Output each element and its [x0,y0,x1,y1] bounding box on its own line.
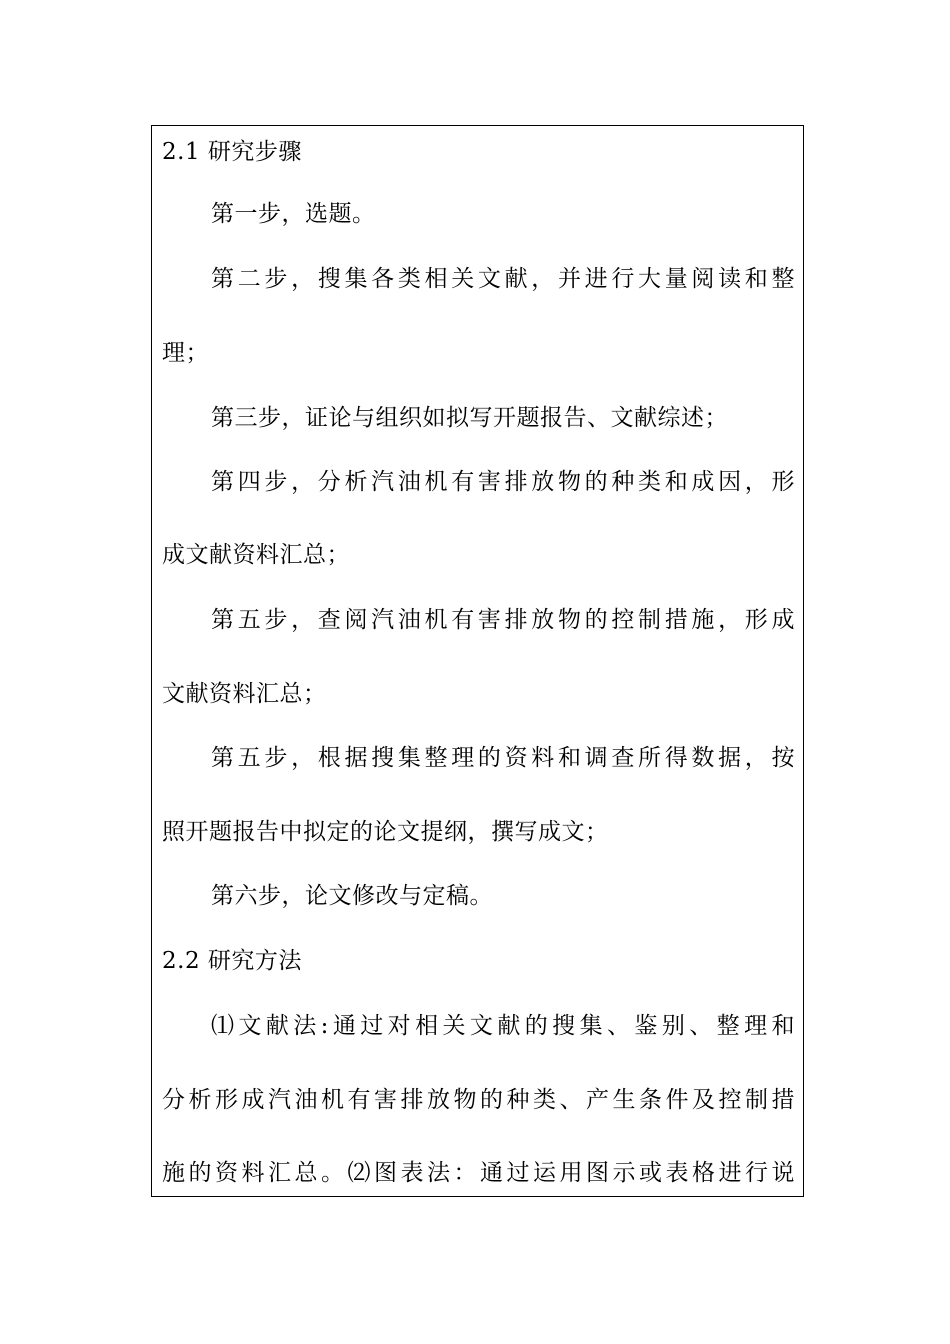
text-line: 理； [162,340,209,366]
text-line: 分析形成汽油机有害排放物的种类、产生条件及控制措 [162,1087,795,1113]
text-line: 照开题报告中拟定的论文提纲，撰写成文； [162,819,609,845]
text-line: 第二步，搜集各类相关文献，并进行大量阅读和整 [211,266,795,292]
section-heading-2-1: 2.1 研究步骤 [162,139,302,165]
document-frame [151,125,804,1197]
text-line: 第五步，查阅汽油机有害排放物的控制措施，形成 [211,607,795,633]
section-heading-2-2: 2.2 研究方法 [162,948,302,974]
text-line: 文献资料汇总； [162,681,327,707]
text-line: 成文献资料汇总； [162,542,350,568]
text-line: 第三步，证论与组织如拟写开题报告、文献综述； [211,405,728,431]
text-line: 第四步，分析汽油机有害排放物的种类和成因，形 [211,469,795,495]
text-line: 第六步，论文修改与定稿。 [211,883,493,909]
text-line: ⑴文献法:通过对相关文献的搜集、鉴别、整理和 [211,1013,795,1039]
text-line: 施的资料汇总。⑵图表法：通过运用图示或表格进行说 [162,1160,795,1186]
text-line: 第五步，根据搜集整理的资料和调查所得数据，按 [211,745,795,771]
text-line: 第一步，选题。 [211,201,376,227]
